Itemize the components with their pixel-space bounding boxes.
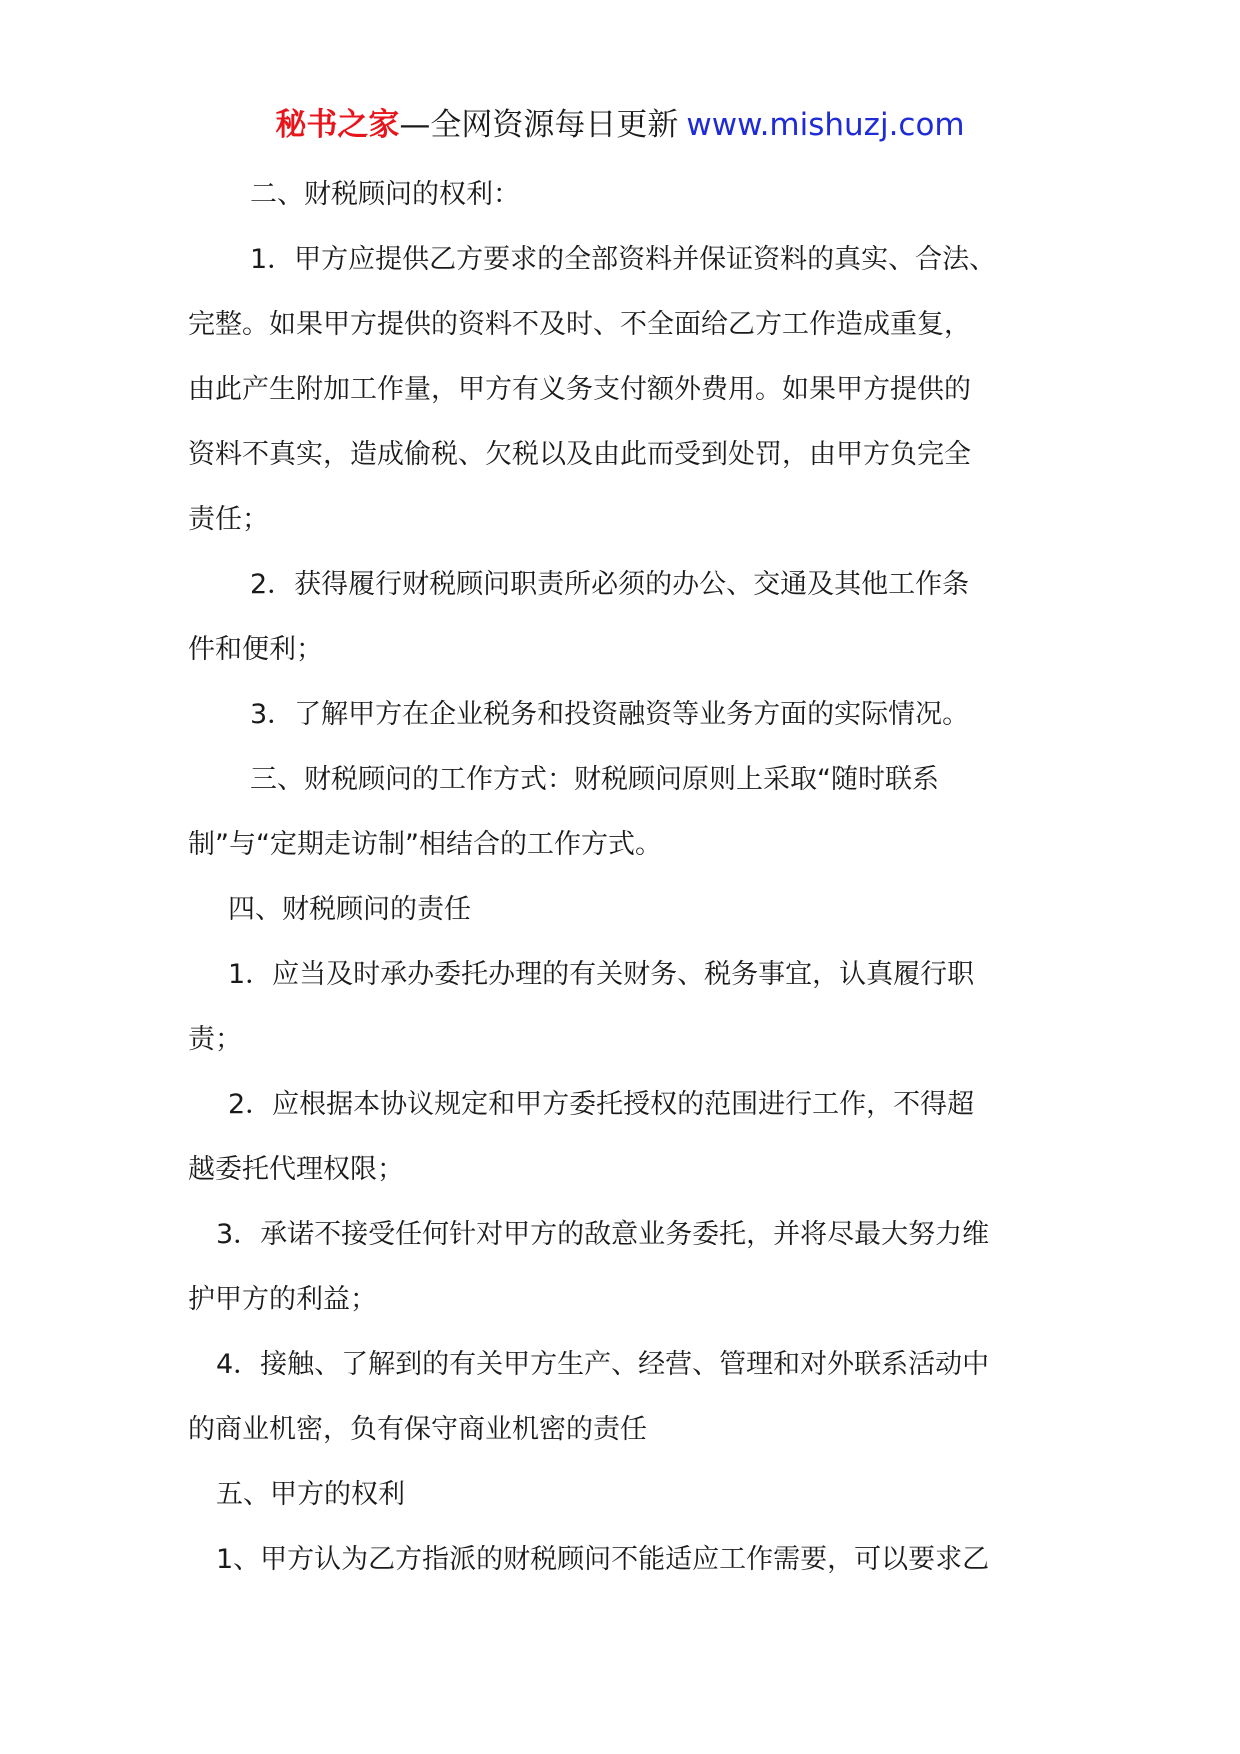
paragraph-line: 制”与“定期走访制”相结合的工作方式。: [188, 829, 662, 860]
paragraph-line: 护甲方的利益；: [188, 1284, 377, 1315]
site-header: [0, 100, 1240, 150]
paragraph-line: 的商业机密，负有保守商业机密的责任: [188, 1414, 647, 1445]
paragraph-line: 责任；: [188, 504, 269, 535]
paragraph-line: 资料不真实，造成偷税、欠税以及由此而受到处罚，由甲方负完全: [188, 439, 971, 470]
paragraph-line: 越委托代理权限；: [188, 1154, 404, 1185]
section-heading: 四、财税顾问的责任: [228, 894, 471, 925]
paragraph-line: 2．获得履行财税顾问职责所必须的办公、交通及其他工作条: [250, 569, 970, 600]
section-heading: 二、财税顾问的权利：: [250, 179, 520, 210]
document-body: [188, 162, 1068, 1592]
header-tagline: —全网资源每日更新: [399, 107, 679, 143]
paragraph-line: 1、甲方认为乙方指派的财税顾问不能适应工作需要，可以要求乙: [216, 1544, 990, 1575]
paragraph-line: 3．承诺不接受任何针对甲方的敌意业务委托，并将尽最大努力维: [216, 1219, 990, 1250]
brand-name: 秘书之家: [275, 107, 400, 143]
paragraph-line: 1．甲方应提供乙方要求的全部资料并保证资料的真实、合法、: [250, 244, 997, 275]
section-heading: 五、甲方的权利: [216, 1479, 405, 1510]
paragraph-line: 4．接触、了解到的有关甲方生产、经营、管理和对外联系活动中: [216, 1349, 990, 1380]
paragraph-line: 件和便利；: [188, 634, 323, 665]
section-heading: 三、财税顾问的工作方式：财税顾问原则上采取“随时联系: [250, 764, 939, 795]
paragraph-line: 3．了解甲方在企业税务和投资融资等业务方面的实际情况。: [250, 699, 970, 730]
paragraph-line: 责；: [188, 1024, 242, 1055]
paragraph-line: 1．应当及时承办委托办理的有关财务、税务事宜，认真履行职: [228, 959, 975, 990]
paragraph-line: 由此产生附加工作量，甲方有义务支付额外费用。如果甲方提供的: [188, 374, 971, 405]
paragraph-line: 2．应根据本协议规定和甲方委托授权的范围进行工作，不得超: [228, 1089, 975, 1120]
site-url[interactable]: www.mishuzj.com: [686, 107, 965, 143]
paragraph-line: 完整。如果甲方提供的资料不及时、不全面给乙方工作造成重复，: [188, 309, 971, 340]
